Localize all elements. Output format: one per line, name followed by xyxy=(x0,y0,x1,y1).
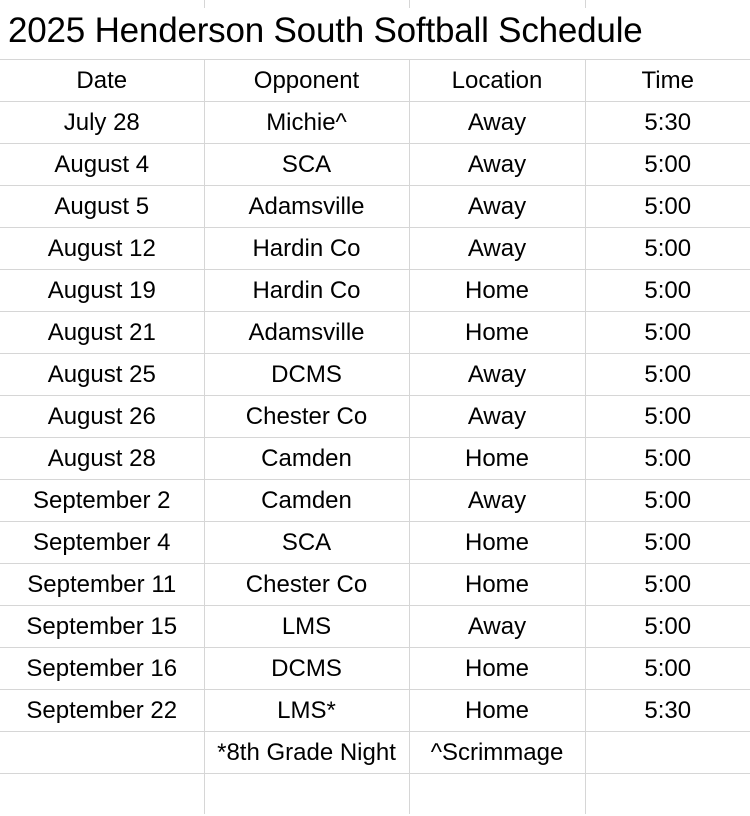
game-location: Away xyxy=(409,102,585,144)
game-location: Home xyxy=(409,270,585,312)
table-row xyxy=(0,396,750,438)
header-row xyxy=(0,60,750,102)
column-header-date: Date xyxy=(0,60,204,102)
empty-cell xyxy=(409,774,585,815)
game-time: 5:30 xyxy=(585,102,750,144)
empty-cell xyxy=(0,774,204,815)
table-row xyxy=(0,312,750,354)
game-time: 5:00 xyxy=(585,606,750,648)
gridline xyxy=(585,0,586,8)
game-date: September 15 xyxy=(0,606,204,648)
game-opponent: SCA xyxy=(204,522,409,564)
game-time: 5:00 xyxy=(585,438,750,480)
game-date: July 28 xyxy=(0,102,204,144)
game-opponent: Camden xyxy=(204,438,409,480)
game-location: Home xyxy=(409,522,585,564)
table-row xyxy=(0,480,750,522)
game-date: September 16 xyxy=(0,648,204,690)
note-eighth-grade-night: *8th Grade Night xyxy=(204,732,409,774)
game-opponent: DCMS xyxy=(204,354,409,396)
game-date: August 4 xyxy=(0,144,204,186)
game-location: Away xyxy=(409,396,585,438)
note-scrimmage: ^Scrimmage xyxy=(409,732,585,774)
table-row xyxy=(0,270,750,312)
game-date: August 19 xyxy=(0,270,204,312)
empty-cell xyxy=(204,774,409,815)
game-opponent: Hardin Co xyxy=(204,270,409,312)
table-row xyxy=(0,690,750,732)
game-date: August 25 xyxy=(0,354,204,396)
game-location: Home xyxy=(409,648,585,690)
game-time: 5:00 xyxy=(585,186,750,228)
game-time: 5:00 xyxy=(585,648,750,690)
game-location: Away xyxy=(409,186,585,228)
empty-cell xyxy=(585,732,750,774)
table-row xyxy=(0,648,750,690)
game-time: 5:00 xyxy=(585,480,750,522)
game-time: 5:00 xyxy=(585,354,750,396)
game-location: Away xyxy=(409,228,585,270)
gridline xyxy=(204,0,205,8)
game-location: Home xyxy=(409,564,585,606)
game-opponent: Chester Co xyxy=(204,564,409,606)
game-location: Away xyxy=(409,606,585,648)
table-row xyxy=(0,438,750,480)
game-opponent: Chester Co xyxy=(204,396,409,438)
game-location: Away xyxy=(409,480,585,522)
game-opponent: Hardin Co xyxy=(204,228,409,270)
table-row xyxy=(0,228,750,270)
game-opponent: LMS* xyxy=(204,690,409,732)
game-opponent: SCA xyxy=(204,144,409,186)
game-opponent: Adamsville xyxy=(204,186,409,228)
game-location: Home xyxy=(409,438,585,480)
game-location: Away xyxy=(409,354,585,396)
column-header-opponent: Opponent xyxy=(204,60,409,102)
game-location: Home xyxy=(409,312,585,354)
table-row xyxy=(0,102,750,144)
game-opponent: DCMS xyxy=(204,648,409,690)
game-date: August 26 xyxy=(0,396,204,438)
game-date: August 12 xyxy=(0,228,204,270)
table-row xyxy=(0,606,750,648)
empty-cell xyxy=(0,732,204,774)
schedule-table xyxy=(0,60,750,814)
table-row xyxy=(0,186,750,228)
game-opponent: LMS xyxy=(204,606,409,648)
title-row xyxy=(0,0,750,60)
game-date: September 4 xyxy=(0,522,204,564)
game-time: 5:00 xyxy=(585,228,750,270)
empty-cell xyxy=(585,774,750,815)
game-date: September 2 xyxy=(0,480,204,522)
game-time: 5:00 xyxy=(585,270,750,312)
table-row xyxy=(0,354,750,396)
column-header-location: Location xyxy=(409,60,585,102)
column-header-time: Time xyxy=(585,60,750,102)
table-row xyxy=(0,144,750,186)
game-date: September 22 xyxy=(0,690,204,732)
game-location: Away xyxy=(409,144,585,186)
game-rows xyxy=(0,102,750,815)
game-date: August 21 xyxy=(0,312,204,354)
gridline xyxy=(409,0,410,8)
empty-row xyxy=(0,774,750,815)
game-time: 5:00 xyxy=(585,564,750,606)
game-time: 5:30 xyxy=(585,690,750,732)
game-time: 5:00 xyxy=(585,144,750,186)
game-location: Home xyxy=(409,690,585,732)
game-time: 5:00 xyxy=(585,312,750,354)
table-row xyxy=(0,564,750,606)
game-time: 5:00 xyxy=(585,522,750,564)
game-date: August 28 xyxy=(0,438,204,480)
game-opponent: Michie^ xyxy=(204,102,409,144)
page-title: 2025 Henderson South Softball Schedule xyxy=(8,11,643,50)
table-row xyxy=(0,522,750,564)
game-date: August 5 xyxy=(0,186,204,228)
game-opponent: Camden xyxy=(204,480,409,522)
game-time: 5:00 xyxy=(585,396,750,438)
notes-row xyxy=(0,732,750,774)
game-opponent: Adamsville xyxy=(204,312,409,354)
game-date: September 11 xyxy=(0,564,204,606)
